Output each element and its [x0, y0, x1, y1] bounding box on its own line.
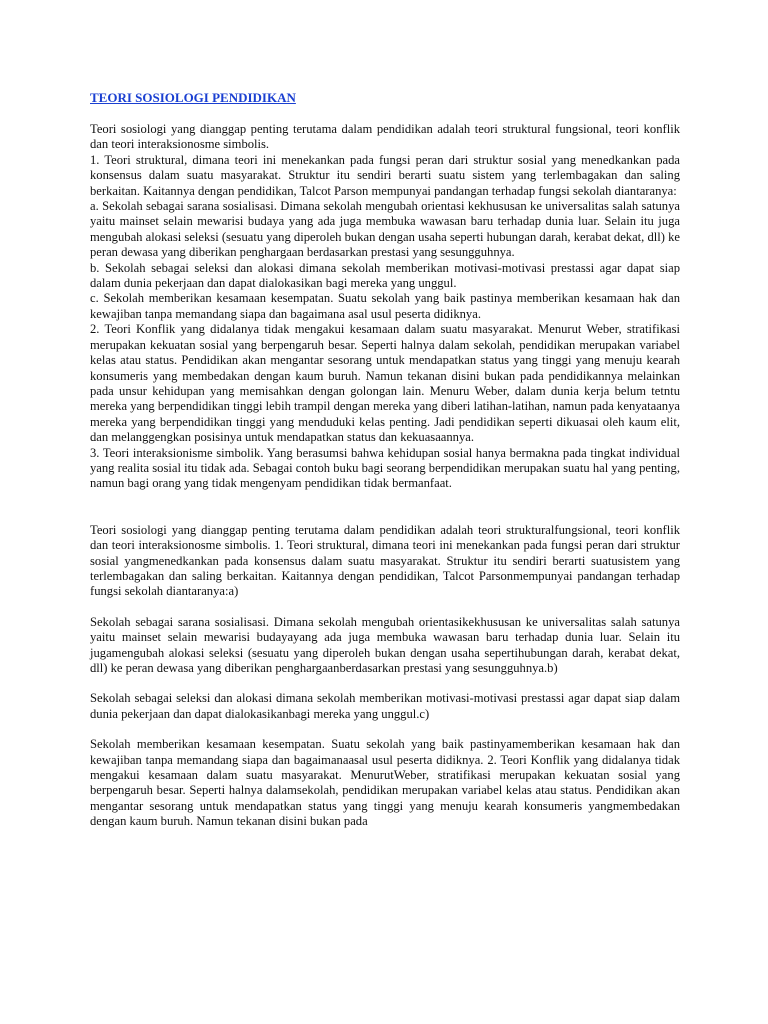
paragraph-teori-konflik: 2. Teori Konflik yang didalanya tidak mengakui kesamaan dalam suatu masyarakat. Menurut Weber, stratifikasi merupakan kekuatan sosial yang berpengaruh besar. Seperti halnya dalam sekolah, pendidikan merupakan variabel kelas atau status. Pendidikan akan mengantar sesorang untuk mendapatkan status yang tinggi yang menuju kearah konsumeris yang membedakan dengan kaum buruh. Namun tekanan disini bukan pada pendidikannya melainkan pada unsur kehidupan yang memisahkan dengan golongan lain. Menuru Weber, dalam dunia kerja belum tetntu mereka yang berpendidikan tinggi lebih trampil dengan mereka yang diberi latihan-latihan, namun pada kenyataanya mereka yang berpendidikan tinggi yang menduduki kelas penting. Jadi pendidikan seperti dikuasai oleh kaum elit, dan melanggengkan posisinya untuk mendapatkan status dan kekuasaannya. — [90, 322, 680, 445]
paragraph-repeat-seleksi: Sekolah sebagai seleksi dan alokasi dimana sekolah memberikan motivasi-motivasi prestassi agar dapat siap dalam dunia pekerjaan dan dapat dialokasikanbagi mereka yang unggul.c) — [90, 691, 680, 721]
document-title[interactable]: TEORI SOSIOLOGI PENDIDIKAN — [90, 90, 296, 105]
section-2 — [90, 523, 680, 830]
paragraph-teori-interaksionisme: 3. Teori interaksionisme simbolik. Yang berasumsi bahwa kehidupan sosial hanya bermakna pada tingkat individual yang realita sosial itu tidak ada. Sebagai contoh buku bagi seorang berpendidikan merupakan suatu hal yang penting, namun bagi orang yang tidak mengenyam pendidikan tidak bermanfaat. — [90, 445, 680, 491]
paragraph-repeat-sosialisasi: Sekolah sebagai sarana sosialisasi. Dimana sekolah mengubah orientasikekhususan ke universalitas salah satunya yaitu mainset selain mewarisi budayayang ada juga membuka wawasan baru terhadap dunia luar. Selain itu jugamengubah alokasi seleksi (sesuatu yang diperoleh bukan dengan usaha sepertihubungan darah, kerabat dekat, dll) ke peran dewasa yang diberikan penghargaanberdasarkan prestasi yang sesungguhnya.b) — [90, 614, 680, 675]
paragraph-teori-struktural: 1. Teori struktural, dimana teori ini menekankan pada fungsi peran dari struktur sosial yang menedkankan pada konsensus dalam suatu masyarakat. Struktur itu sendiri berarti suatu sistem yang terlembagakan dan saling berkaitan. Kaitannya dengan pendidikan, Talcot Parson mempunyai pandangan terhadap fungsi sekolah diantaranya: — [90, 152, 680, 198]
document-page — [90, 90, 680, 830]
paragraph-repeat-intro: Teori sosiologi yang dianggap penting terutama dalam pendidikan adalah teori strukturalfungsional, teori konflik dan teori interaksionosme simbolis. 1. Teori struktural, dimana teori ini menekankan pada fungsi peran dari struktur sosial yangmenedkankan pada konsensus dalam suatu masyarakat. Struktur itu sendiri berarti suatusistem yang terlembagakan dan saling berkaitan. Kaitannya dengan pendidikan, Talcot Parsonmempunyai pandangan terhadap fungsi sekolah diantaranya:a) — [90, 522, 680, 599]
paragraph-intro: Teori sosiologi yang dianggap penting terutama dalam pendidikan adalah teori struktural fungsional, teori konflik dan teori interaksionosme simbolis. — [90, 122, 680, 152]
paragraph-spacer — [90, 722, 680, 737]
paragraph-spacer — [90, 676, 680, 691]
paragraph-point-b: b. Sekolah sebagai seleksi dan alokasi dimana sekolah memberikan motivasi-motivasi prestassi agar dapat siap dalam dunia pekerjaan dan dapat dialokasikan bagi mereka yang unggul. — [90, 260, 680, 291]
paragraph-spacer — [90, 600, 680, 615]
section-1 — [90, 122, 680, 492]
section-spacer — [90, 492, 680, 523]
paragraph-point-a: a. Sekolah sebagai sarana sosialisasi. Dimana sekolah mengubah orientasi kekhususan ke universalitas salah satunya yaitu mainset selain mewarisi budaya yang ada juga membuka wawasan baru terhadap dunia luar. Selain itu juga mengubah alokasi seleksi (sesuatu yang diperoleh bukan dengan usaha seperti hubungan darah, kerabat dekat, dll) ke peran dewasa yang diberikan penghargaan berdasarkan prestasi yang sesungguhnya. — [90, 199, 680, 260]
paragraph-repeat-kesamaan: Sekolah memberikan kesamaan kesempatan. Suatu sekolah yang baik pastinyamemberikan kesamaan hak dan kewajiban tanpa memandang siapa dan bagaimanaasal usul peserta didiknya. 2. Teori Konflik yang didalanya tidak mengakui kesamaan dalam suatu masyarakat. MenurutWeber, stratifikasi merupakan kekuatan sosial yang berpengaruh besar. Seperti halnya dalamsekolah, pendidikan merupakan variabel kelas atau status. Pendidikan akan mengantar sesorang untuk mendapatkan status yang tinggi yang menuju kearah konsumeris yangmembedakan dengan kaum buruh. Namun tekanan disini bukan pada — [90, 737, 680, 829]
paragraph-point-c: c. Sekolah memberikan kesamaan kesempatan. Suatu sekolah yang baik pastinya memberikan kesamaan hak dan kewajiban tanpa memandang siapa dan bagaimana asal usul peserta didiknya. — [90, 291, 680, 321]
